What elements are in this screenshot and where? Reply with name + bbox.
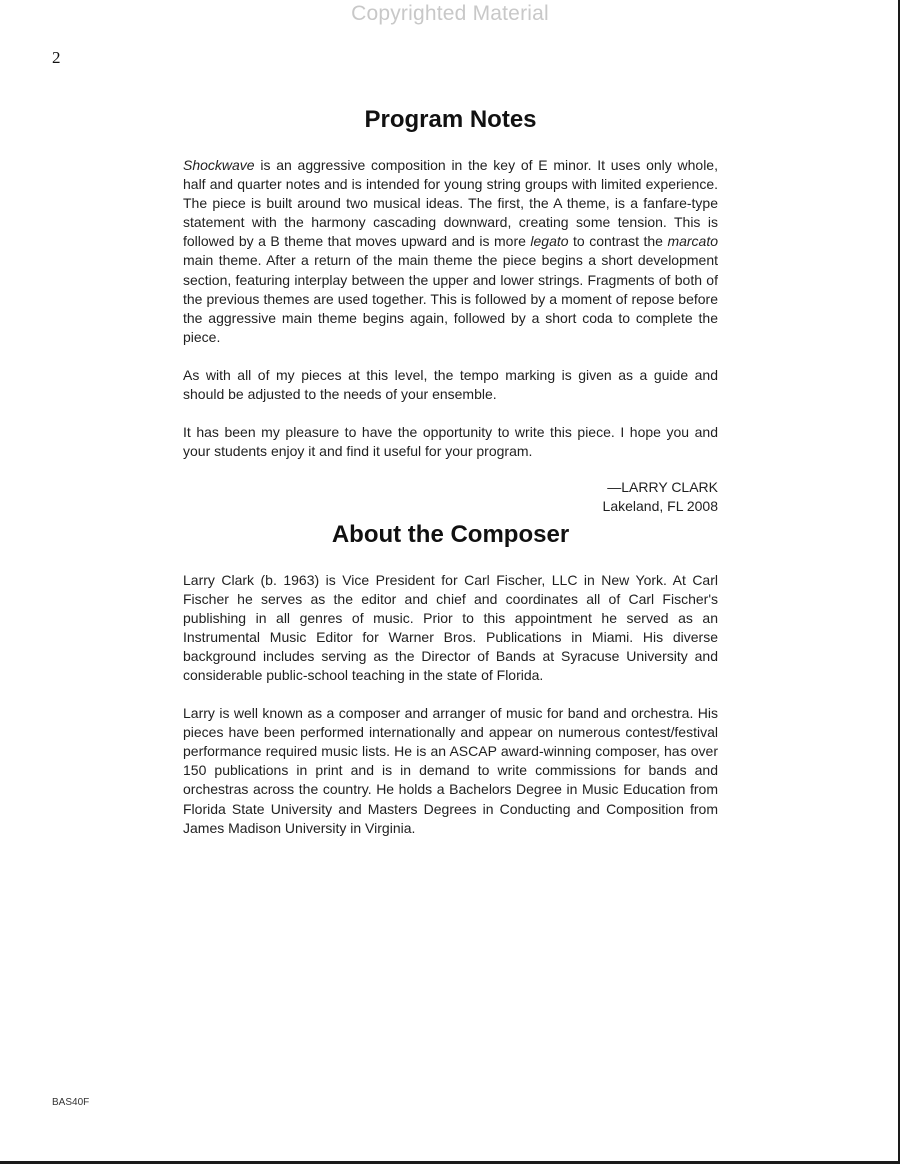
about-paragraph-2: Larry is well known as a composer and arranger of music for band and orchestra. His pieces have been performed internationally and appear on numerous contest/festival performance required music lists. He is an ASCAP award-winning composer, has over 150 publications in print and is in demand to write commissions for bands and orchestras across the country. He holds a Bachelors Degree in Music Education from Florida State University and Masters Degrees in Conducting and Composition from James Madison University in Virginia. — [183, 705, 718, 836]
program-notes-paragraph-3: It has been my pleasure to have the opportunity to write this piece. I hope you and your students enjoy it and find it useful for your program. — [183, 424, 718, 460]
signature-block — [183, 478, 718, 516]
catalog-number: BAS40F — [52, 1097, 90, 1108]
program-notes-paragraph-2: As with all of my pieces at this level, the tempo marking is given as a guide and should be adjusted to the needs of your ensemble. — [183, 366, 718, 403]
program-notes-text-a: is an aggressive composition in the key of E minor. It uses only whole, half and quarter notes and is intended for young string groups with limited experience. The piece is built around two musical ideas. The first, the A theme, is a fanfare-type statement with the harmony cascading downward, creating some tension. This is followed by a B theme that moves upward and is more — [183, 157, 718, 250]
signature-place-date: Lakeland, FL 2008 — [602, 498, 718, 515]
copyright-watermark: Copyrighted Material — [351, 2, 549, 25]
about-composer-heading: About the Composer — [331, 520, 570, 548]
page-content — [183, 100, 718, 857]
about-paragraph-1: Larry Clark (b. 1963) is Vice President for Carl Fischer, LLC in New York. At Carl Fischer he serves as the editor and chief and coordinates all of Carl Fischer's publishing in all genres of music. Prior to this appointment he served as an Instrumental Music Editor for Warner Bros. Publications in Miami. His diverse background includes serving as the Director of Bands at Syracuse University and considerable public-school teaching in the state of Florida. — [183, 571, 718, 683]
program-notes-heading: Program Notes — [364, 106, 537, 133]
program-notes-text-c: main theme. After a return of the main theme the piece begins a short development section, featuring interplay between the upper and lower strings. Fragments of both of the previous themes are used together. This is followed by a moment of repose before the aggressive main theme begins again, followed by a short coda to complete the piece. — [183, 252, 718, 345]
page-number: 2 — [52, 48, 61, 67]
marcato-term: marcato — [667, 233, 719, 250]
program-notes-text-b: to contrast the — [568, 233, 668, 250]
signature-name: —LARRY CLARK — [607, 479, 718, 496]
program-notes-paragraph-1 — [183, 156, 718, 347]
piece-title: Shockwave — [183, 157, 255, 173]
legato-term: legato — [530, 233, 569, 250]
